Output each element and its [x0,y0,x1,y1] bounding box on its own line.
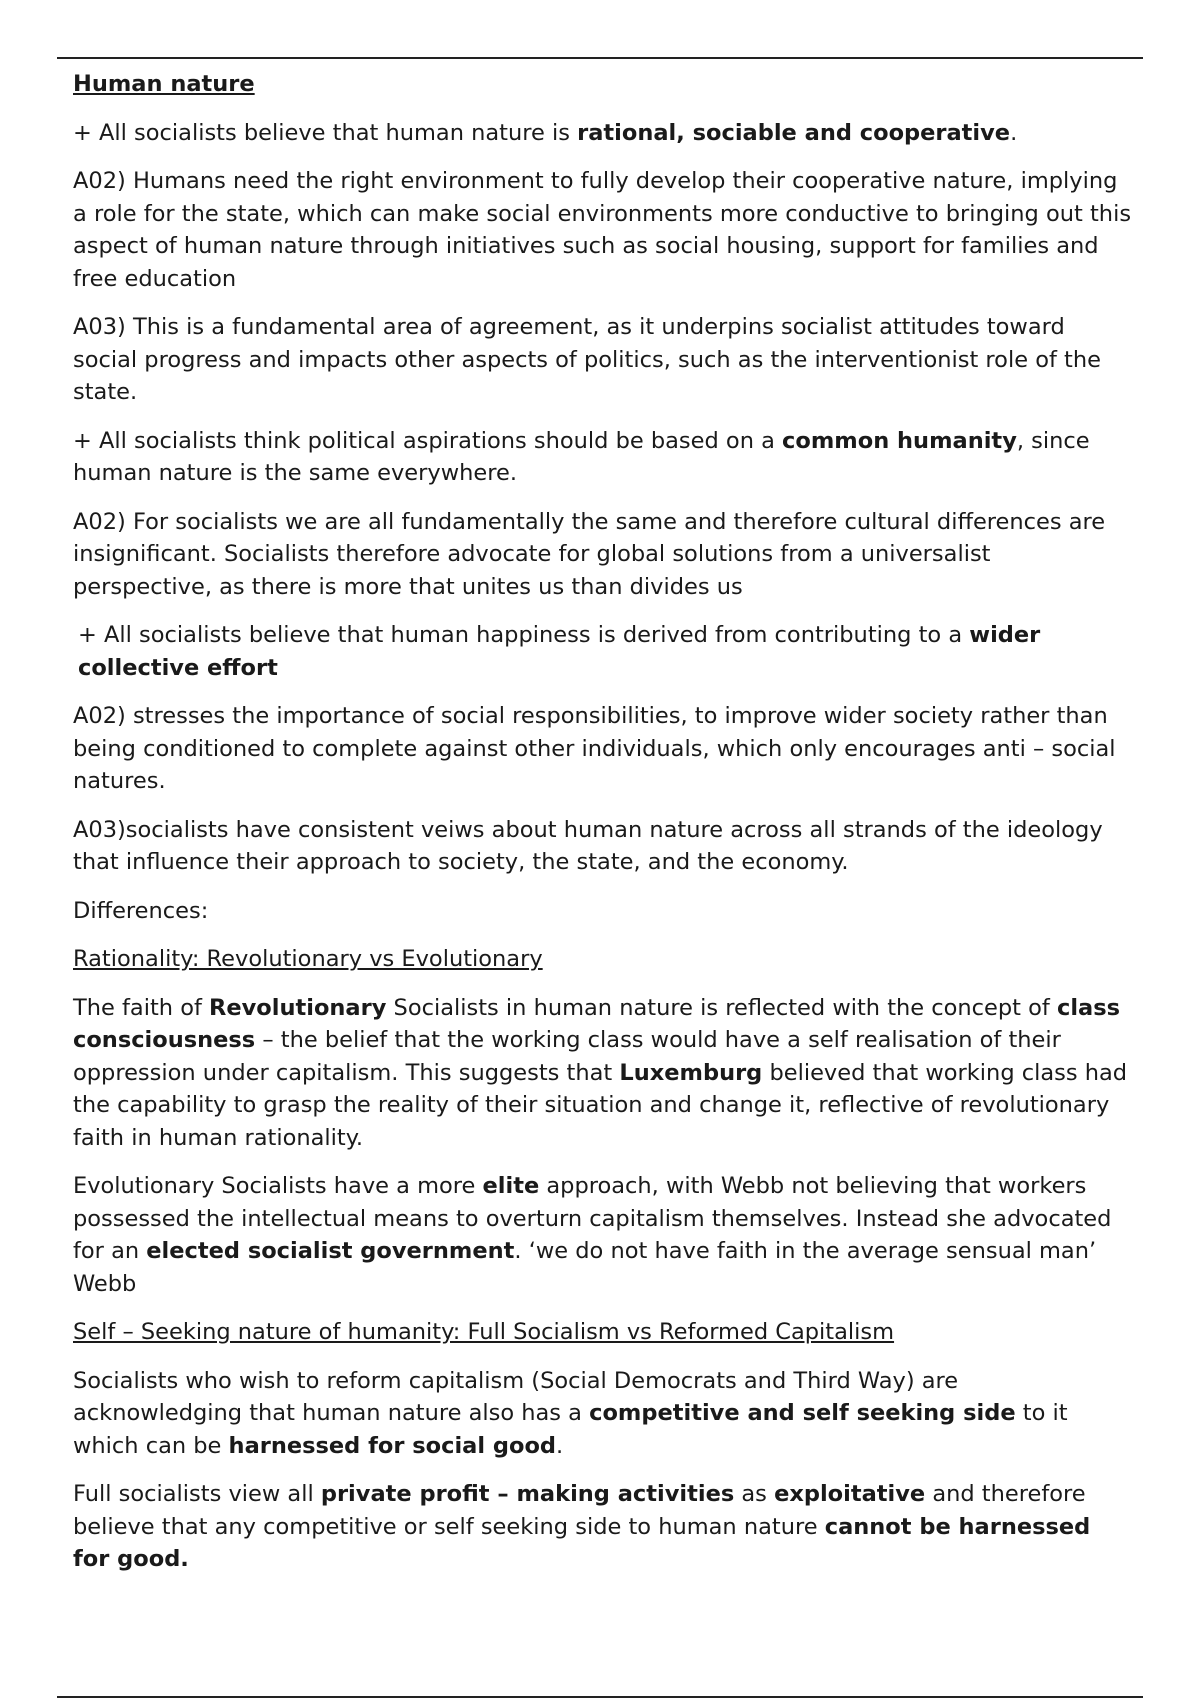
paragraph-10: The faith of Revolutionary Socialists in human nature is reflected with the concept of class consciousness – the belief that the working class would have a self realisation of their oppression under capitalism. This suggests that Luxemburg believed that working class had the capability to grasp the reality of their situation and change it, reflective of revolutionary faith in human rationality. [73,994,1128,1151]
paragraph-5: A02) For socialists we are all fundamentally the same and therefore cultural differences are insignificant. Socialists therefore advocate for global solutions from a universalist perspective, as there is more that unites us than divides us [73,508,1106,600]
paragraph-6: + All socialists believe that human happiness is derived from contributing to a wider collective effort [78,622,1041,681]
paragraph-7: A02) stresses the importance of social responsibilities, to improve wider society rather than being conditioned to complete against other individuals, which only encourages anti – social natures. [73,703,1116,794]
document-body [73,68,1133,1592]
paragraph-12: Socialists who wish to reform capitalism (Social Democrats and Third Way) are acknowledging that human nature also has a competitive and self seeking side to it which can be harnessed for social good. [73,1367,1068,1459]
paragraph-4: + All socialists think political aspirations should be based on a common humanity, since human nature is the same everywhere. [73,427,1090,486]
top-rule [57,57,1143,59]
paragraph-1: + All socialists believe that human nature is rational, sociable and cooperative. [73,119,1018,146]
paragraph-9: Differences: [73,897,209,924]
paragraph-2: A02) Humans need the right environment to fully develop their cooperative nature, implying a role for the state, which can make social environments more conductive to bringing out this aspect of human nature through initiatives such as social housing, support for families and free education [73,168,1132,292]
paragraph-13: Full socialists view all private profit – making activities as exploitative and therefore believe that any competitive or self seeking side to human nature cannot be harnessed for good. [73,1481,1091,1572]
paragraph-8: A03)socialists have consistent veiws about human nature across all strands of the ideology that influence their approach to society, the state, and the economy. [73,816,1103,875]
paragraph-3: A03) This is a fundamental area of agreement, as it underpins socialist attitudes toward social progress and impacts other aspects of politics, such as the interventionist role of the state. [73,314,1101,405]
bottom-rule [57,1696,1143,1698]
subheading-rationality: Rationality: Revolutionary vs Evolutionary [73,946,543,972]
page-title: Human nature [73,71,255,97]
paragraph-11: Evolutionary Socialists have a more elite approach, with Webb not believing that workers possessed the intellectual means to overturn capitalism themselves. Instead she advocated for an elected socialist government. ‘we do not have faith in the average sensual man’ Webb [73,1173,1112,1297]
subheading-self-seeking: Self – Seeking nature of humanity: Full Socialism vs Reformed Capitalism [73,1319,895,1345]
